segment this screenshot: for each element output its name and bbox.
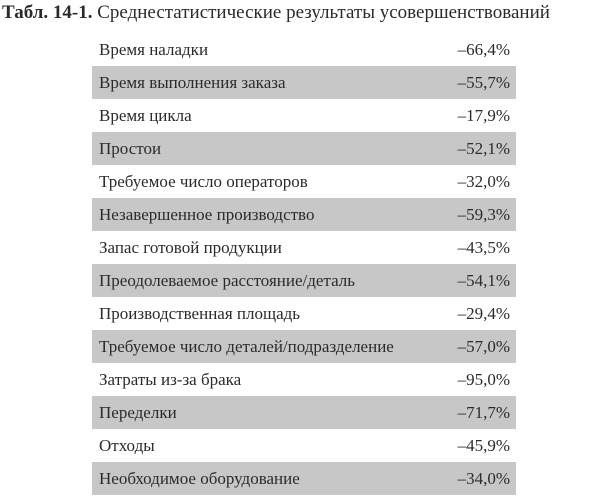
row-name: Время наладки — [99, 39, 209, 59]
caption-title: Среднестатистические результаты усовершенствований — [97, 2, 550, 23]
table-row — [92, 99, 516, 132]
row-value: –55,7% — [457, 72, 510, 92]
table-row — [92, 33, 516, 66]
row-name: Затраты из-за брака — [99, 369, 242, 389]
results-table — [92, 33, 516, 495]
row-value: –54,1% — [457, 270, 510, 290]
table-row — [92, 462, 516, 495]
table-row — [92, 231, 516, 264]
row-name: Необходимое оборудование — [99, 468, 300, 488]
table-caption — [2, 2, 550, 24]
table-row — [92, 198, 516, 231]
row-name: Производственная площадь — [99, 303, 301, 323]
row-value: –59,3% — [457, 204, 510, 224]
row-value: –43,5% — [457, 237, 510, 257]
table-row — [92, 330, 516, 363]
row-name: Переделки — [99, 402, 177, 422]
row-value: –17,9% — [457, 105, 510, 125]
row-value: –34,0% — [457, 468, 510, 488]
row-value: –45,9% — [457, 435, 510, 455]
table-row — [92, 363, 516, 396]
row-value: –32,0% — [457, 171, 510, 191]
table-row — [92, 396, 516, 429]
table-row — [92, 66, 516, 99]
row-name: Преодолеваемое расстояние/деталь — [99, 270, 356, 290]
row-name: Незавершенное производство — [99, 204, 315, 224]
table-row — [92, 264, 516, 297]
row-name: Время цикла — [99, 105, 192, 125]
table-row — [92, 297, 516, 330]
row-name: Время выполнения заказа — [99, 72, 286, 92]
row-name: Отходы — [99, 435, 155, 455]
row-value: –95,0% — [457, 369, 510, 389]
table-row — [92, 132, 516, 165]
caption-label: Табл. 14-1. — [2, 2, 93, 23]
row-value: –29,4% — [457, 303, 510, 323]
table-row — [92, 429, 516, 462]
row-value: –57,0% — [457, 336, 510, 356]
row-name: Требуемое число операторов — [99, 171, 308, 191]
row-name: Простои — [99, 138, 162, 158]
row-value: –52,1% — [457, 138, 510, 158]
table-row — [92, 165, 516, 198]
row-name: Требуемое число деталей/подразделение — [99, 336, 394, 356]
row-value: –71,7% — [457, 402, 510, 422]
row-name: Запас готовой продукции — [99, 237, 282, 257]
row-value: –66,4% — [457, 39, 510, 59]
